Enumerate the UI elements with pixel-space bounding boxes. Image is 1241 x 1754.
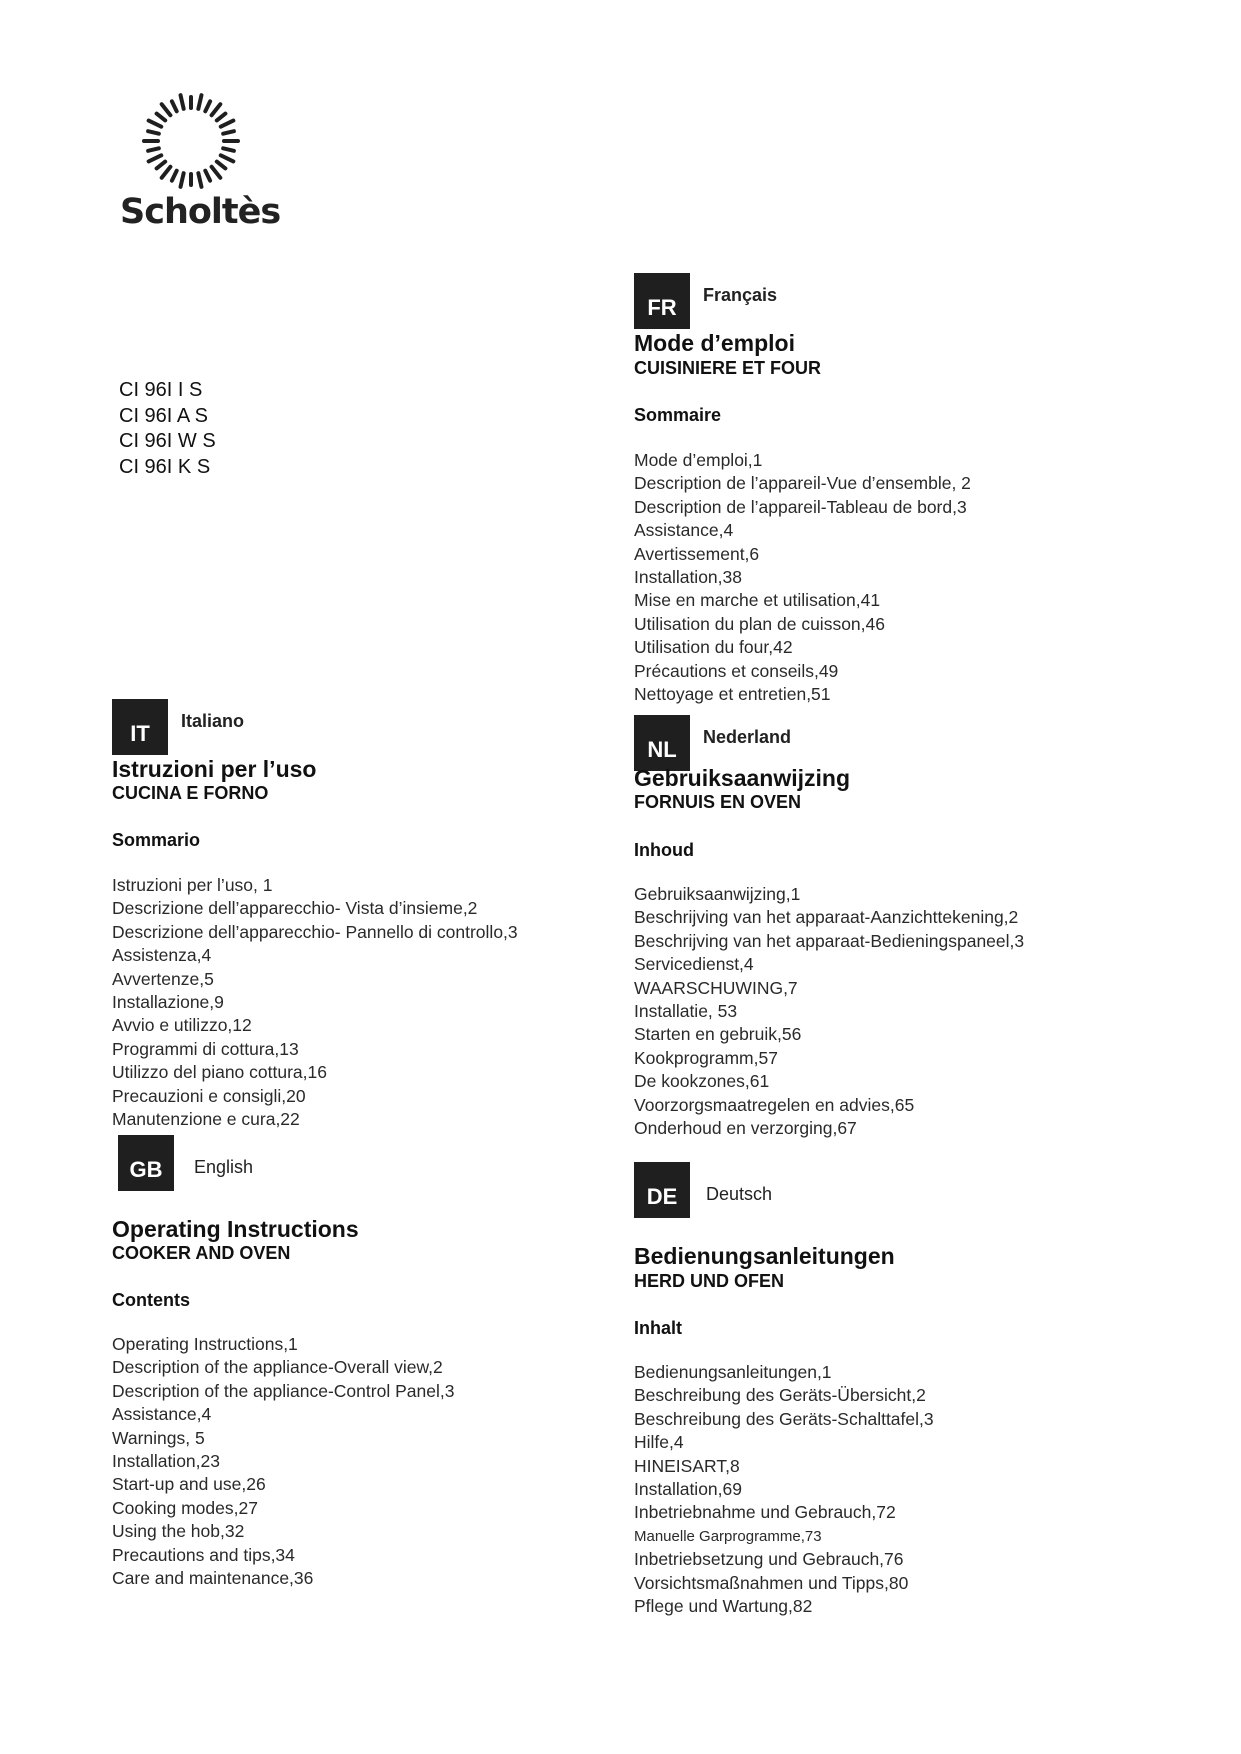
logo-ray — [181, 95, 184, 109]
logo-ray — [223, 148, 234, 150]
toc-item: Assistance,4 — [112, 1404, 212, 1425]
manual-subtitle: HERD UND OFEN — [634, 1271, 785, 1291]
toc-item: Manuelle Garprogramme,73 — [634, 1527, 822, 1545]
toc-item: Voorzorgsmaatregelen en advies,65 — [634, 1094, 915, 1115]
model-item: CI 96I W S — [119, 430, 216, 452]
language-code-badge: GB — [118, 1135, 174, 1191]
table-of-contents — [634, 449, 971, 706]
table-of-contents — [112, 1333, 454, 1590]
language-code-badge: DE — [634, 1162, 690, 1218]
logo-ray — [148, 131, 159, 133]
toc-item: Onderhoud en verzorging,67 — [634, 1118, 857, 1139]
language-name: Nederland — [703, 727, 792, 747]
model-item: CI 96I I S — [119, 379, 203, 401]
manual-subtitle: COOKER AND OVEN — [112, 1243, 291, 1263]
logo-ray — [149, 155, 162, 161]
toc-item: Start-up and use,26 — [112, 1474, 266, 1495]
toc-item: Descrizione dell’apparecchio- Vista d’insieme,2 — [112, 898, 478, 919]
toc-item: HINEISART,8 — [634, 1455, 740, 1476]
manual-title: Mode d’emploi — [634, 330, 795, 356]
toc-item: Programmi di cottura,13 — [112, 1038, 299, 1059]
toc-item: Utilisation du four,42 — [634, 637, 793, 658]
toc-item: Beschrijving van het apparaat-Aanzichttekening,2 — [634, 907, 1019, 928]
contents-heading: Inhalt — [634, 1318, 682, 1338]
logo-ray — [198, 173, 201, 187]
logo-ray — [217, 114, 226, 121]
language-name: Deutsch — [706, 1184, 773, 1204]
language-code-badge: NL — [634, 715, 690, 771]
toc-item: Care and maintenance,36 — [112, 1568, 314, 1589]
toc-item: Utilizzo del piano cottura,16 — [112, 1062, 327, 1083]
toc-item: Beschreibung des Geräts-Übersicht,2 — [634, 1385, 926, 1406]
logo-ray — [157, 114, 166, 121]
toc-item: Istruzioni per l’uso, 1 — [112, 875, 273, 895]
logo-ray — [162, 167, 171, 178]
toc-item: Mode d’emploi,1 — [634, 450, 763, 470]
manual-title: Gebruiksaanwijzing — [634, 765, 850, 791]
language-name: English — [194, 1157, 254, 1177]
toc-item: Inbetriebsetzung und Gebrauch,76 — [634, 1549, 904, 1570]
logo-ray — [205, 171, 210, 181]
logo-ray — [212, 167, 221, 178]
toc-item: Manutenzione e cura,22 — [112, 1109, 300, 1130]
toc-item: Mise en marche et utilisation,41 — [634, 590, 881, 611]
toc-item: Utilisation du plan de cuisson,46 — [634, 613, 885, 634]
toc-item: Beschrijving van het apparaat-Bedieningspaneel,3 — [634, 930, 1025, 951]
logo-ray — [205, 101, 210, 111]
table-of-contents — [634, 1361, 934, 1618]
toc-item: Hilfe,4 — [634, 1432, 684, 1453]
logo-ray — [212, 104, 221, 115]
toc-item: Assistenza,4 — [112, 945, 212, 966]
table-of-contents — [634, 883, 1024, 1140]
logo-ray — [172, 171, 177, 181]
logo-ray — [157, 162, 166, 169]
toc-item: Pflege und Wartung,82 — [634, 1596, 813, 1617]
model-item: CI 96I K S — [119, 455, 211, 478]
logo-ray — [221, 121, 234, 127]
logo-ray — [217, 162, 226, 169]
toc-item: Precautions and tips,34 — [112, 1544, 295, 1565]
model-item: CI 96I A S — [119, 404, 208, 427]
toc-item: Kookprogramm,57 — [634, 1047, 778, 1068]
toc-item: Installation,23 — [112, 1451, 220, 1472]
toc-item: Gebruiksaanwijzing,1 — [634, 884, 801, 904]
toc-item: Starten en gebruik,56 — [634, 1024, 802, 1045]
toc-item: Installazione,9 — [112, 992, 224, 1013]
toc-item: Description de l’appareil-Tableau de bord,3 — [634, 496, 967, 517]
manual-subtitle: CUCINA E FORNO — [112, 783, 269, 803]
toc-item: Using the hob,32 — [112, 1521, 245, 1542]
manual-title: Istruzioni per l’uso — [112, 756, 317, 782]
manual-subtitle: FORNUIS EN OVEN — [634, 792, 802, 812]
toc-item: Avertissement,6 — [634, 543, 760, 564]
manual-title: Bedienungsanleitungen — [634, 1243, 895, 1269]
toc-item: Servicedienst,4 — [634, 954, 754, 975]
toc-item: Descrizione dell’apparecchio- Pannello di controllo,3 — [112, 921, 518, 942]
logo-ray — [148, 148, 159, 150]
language-name: Français — [703, 285, 778, 305]
toc-item: Beschreibung des Geräts-Schalttafel,3 — [634, 1408, 934, 1429]
manual-subtitle: CUISINIERE ET FOUR — [634, 358, 822, 378]
logo-ray — [181, 173, 184, 187]
language-code-badge: FR — [634, 273, 690, 329]
brand-name: Scholtès — [120, 192, 281, 232]
toc-item: Avvio e utilizzo,12 — [112, 1015, 252, 1036]
toc-item: Inbetriebnahme und Gebrauch,72 — [634, 1502, 896, 1523]
toc-item: Installation,38 — [634, 567, 742, 588]
language-code-badge: IT — [112, 699, 168, 755]
toc-item: Cooking modes,27 — [112, 1497, 258, 1518]
toc-item: Warnings, 5 — [112, 1427, 205, 1448]
toc-item: Vorsichtsmaßnahmen und Tipps,80 — [634, 1572, 909, 1593]
toc-item: Bedienungsanleitungen,1 — [634, 1362, 832, 1382]
toc-item: Installatie, 53 — [634, 1001, 738, 1022]
language-name: Italiano — [181, 711, 245, 731]
toc-item: Description of the appliance-Overall view,2 — [112, 1357, 443, 1378]
toc-item: Operating Instructions,1 — [112, 1334, 298, 1354]
contents-heading: Sommario — [112, 830, 201, 850]
logo-ray — [223, 131, 234, 133]
toc-item: Assistance,4 — [634, 520, 734, 541]
logo-ray — [221, 155, 234, 161]
logo-ray — [172, 101, 177, 111]
toc-item: Precauzioni e consigli,20 — [112, 1085, 306, 1106]
toc-item: Nettoyage et entretien,51 — [634, 684, 831, 705]
toc-item: De kookzones,61 — [634, 1071, 770, 1092]
manual-title: Operating Instructions — [112, 1216, 359, 1242]
toc-item: WAARSCHUWING,7 — [634, 977, 798, 998]
toc-item: Description of the appliance-Control Panel,3 — [112, 1380, 455, 1401]
toc-item: Installation,69 — [634, 1479, 742, 1500]
toc-item: Avvertenze,5 — [112, 968, 214, 989]
contents-heading: Inhoud — [634, 840, 694, 860]
model-list — [119, 378, 216, 480]
toc-item: Description de l’appareil-Vue d’ensemble, 2 — [634, 473, 971, 494]
logo-ray — [198, 95, 201, 109]
logo-ray — [149, 121, 162, 127]
table-of-contents — [112, 874, 518, 1131]
sun-logo-icon — [138, 88, 244, 194]
logo-ray — [162, 104, 171, 115]
contents-heading: Contents — [112, 1290, 190, 1310]
contents-heading: Sommaire — [634, 405, 722, 425]
toc-item: Précautions et conseils,49 — [634, 660, 839, 681]
